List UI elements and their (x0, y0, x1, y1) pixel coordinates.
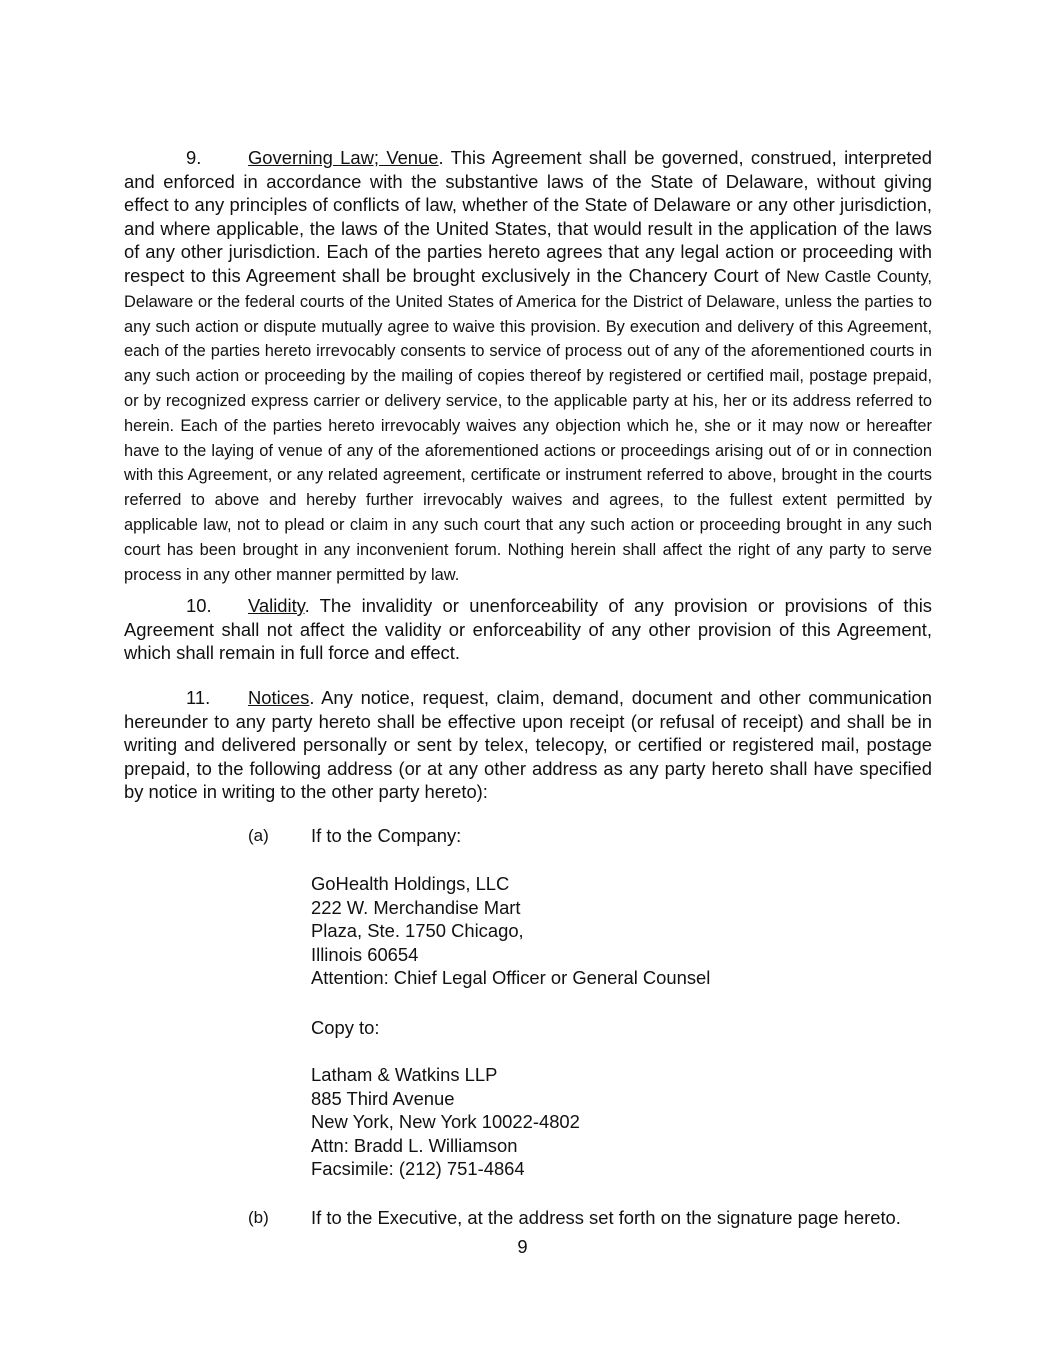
company-address-line: Plaza, Ste. 1750 Chicago, (311, 920, 524, 942)
section-10-number: 10. (186, 595, 212, 616)
copy-address-line: Attn: Bradd L. Williamson (311, 1134, 518, 1156)
item-a-intro: If to the Company: (311, 825, 462, 846)
section-9-number: 9. (186, 147, 202, 168)
item-b-text: If to the Executive, at the address set forth on the signature page hereto. (311, 1207, 901, 1228)
company-address-line: Illinois 60654 (311, 943, 419, 965)
section-11-heading: Notices (248, 687, 310, 708)
section-10-heading: Validity (248, 595, 305, 616)
section-9-text-small: New Castle County, Delaware or the federal courts of the United States of America for the District of Delaware, unless the parties to any such action or dispute mutually agree to waive this provision. By execution and delivery of this Agreement, each of the parties hereto irrevocably consents to service of process out of any of the aforementioned courts in any such action or proceeding by the mailing of copies thereof by registered or certified mail, postage prepaid, or by recognized express carrier or delivery service, to the applicable party at his, her or its address referred to herein. Each of the parties hereto irrevocably waives any objection which he, she or it may now or hereafter have to the laying of venue of any of the aforementioned actions or proceedings arising out of or in connection with this Agreement, or any related agreement, certificate or instrument referred to above, brought in the courts referred to above and hereby further irrevocably waives and agrees, to the fullest extent permitted by applicable law, not to plead or claim in any such court that any such action or proceeding brought in any such court has been brought in any inconvenient forum. Nothing herein shall affect the right of any party to serve process in any other manner permitted by law. (124, 267, 932, 584)
section-10-paragraph (124, 594, 932, 665)
section-9-paragraph (124, 146, 932, 586)
company-address-line: GoHealth Holdings, LLC (311, 873, 510, 894)
item-b-label: (b) (248, 1208, 269, 1227)
page-number: 9 (517, 1236, 528, 1257)
section-11-text: . Any notice, request, claim, demand, document and other communication hereunder to any party hereto shall be effective upon receipt (or refusal of receipt) and shall be in writing and delivered personally or sent by telex, telecopy, or certified or registered mail, postage prepaid, to the following address (or at any other address as any party hereto shall have specified by notice in writing to the other party hereto): (124, 687, 932, 803)
section-11-number: 11. (186, 687, 211, 708)
copy-address-line: Facsimile: (212) 751-4864 (311, 1158, 525, 1180)
copy-to-label: Copy to: (311, 1017, 380, 1038)
copy-address-line: Latham & Watkins LLP (311, 1064, 498, 1085)
copy-address-line: 885 Third Avenue (311, 1087, 455, 1109)
copy-address-block (311, 1063, 580, 1181)
item-a-label: (a) (248, 826, 269, 845)
company-address-block (311, 872, 710, 990)
company-attention-line: Attention: Chief Legal Officer or General Counsel (311, 967, 711, 989)
section-9-text-large: . This Agreement shall be governed, construed, interpreted and enforced in accordance with the substantive laws of the State of Delaware, without giving effect to any principles of conflicts of law, whether of the State of Delaware or any other jurisdiction, and where applicable, the laws of the United States, that would result in the application of the laws of any other jurisdiction. Each of the parties hereto agrees that any legal action or proceeding with respect to this Agreement shall be brought exclusively in the Chancery Court of (124, 147, 932, 286)
section-9-heading: Governing Law; Venue (248, 147, 439, 168)
section-11-paragraph (124, 686, 932, 804)
copy-address-line: New York, New York 10022-4802 (311, 1111, 580, 1133)
company-address-line: 222 W. Merchandise Mart (311, 896, 521, 918)
section-10-text: . The invalidity or unenforceability of any provision or provisions of this Agreement shall not affect the validity or enforceability of any other provision of this Agreement, which shall remain in full force and effect. (124, 595, 932, 664)
